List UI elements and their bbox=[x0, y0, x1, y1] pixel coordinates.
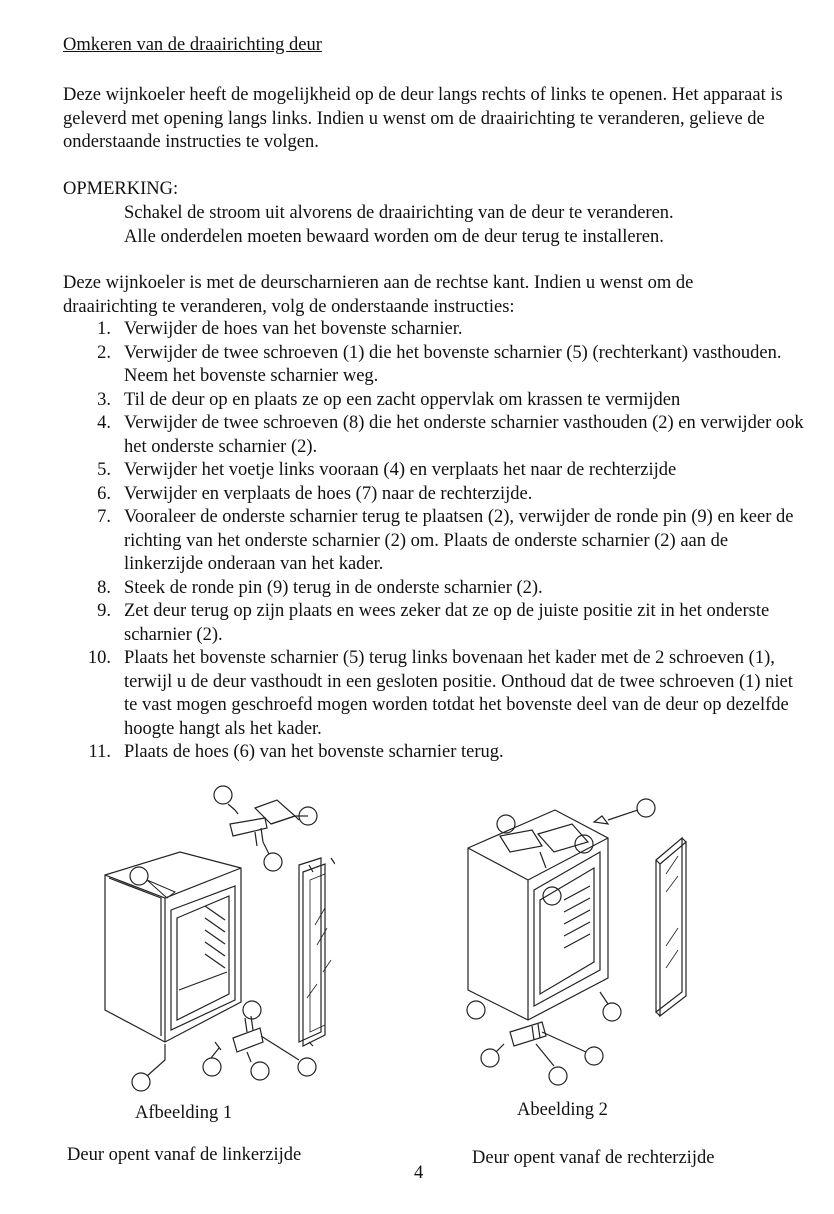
list-item: 4. Verwijder de twee schroeven (8) die het onderste scharnier vasthouden (2) en verwijder ook het onderste scharnier (2). bbox=[97, 413, 804, 457]
list-item: 3. Til de deur op en plaats ze op een zacht oppervlak om krassen te vermijden bbox=[97, 389, 681, 410]
list-item: 5. Verwijder het voetje links vooraan (4) en verplaats het naar de rechterzijde bbox=[97, 460, 677, 480]
instructions-intro: Deze wijnkoeler is met de deurscharnieren aan de rechtse kant. Indien u wenst om de draairichting te veranderen, volg de onderstaande instructies: bbox=[63, 273, 694, 317]
top-hinge-parts bbox=[214, 786, 317, 871]
list-item: 10. Plaats het bovenste scharnier (5) terug links bovenaan het kader met de 2 schroeven (1), terwijl u de deur vasthoudt in een gesloten positie. Onthoud dat de twee schroeven (1) niet te vast mogen geschroefd mogen worden totdat het bovenste deel van de deur op dezelfde hoogte hangt als het kader. bbox=[87, 648, 793, 739]
figure-2-caption: Abeelding 2 bbox=[517, 1100, 608, 1120]
figure-1-caption: Afbeelding 1 bbox=[135, 1103, 233, 1123]
note-label: OPMERKING: bbox=[63, 179, 179, 199]
figure-1-diagram bbox=[95, 780, 335, 1100]
note-line: Schakel de stroom uit alvorens de draairichting van de deur te veranderen. bbox=[124, 203, 674, 223]
top-hinge-parts bbox=[497, 799, 655, 905]
hinge-cover-callout bbox=[130, 867, 148, 885]
page-title: Omkeren van de draairichting deur bbox=[63, 35, 322, 55]
door bbox=[299, 858, 335, 1046]
list-item: 9. Zet deur terug op zijn plaats en wees zeker dat ze op de juiste positie zit in het onderste scharnier (2). bbox=[97, 601, 770, 645]
list-item: 2. Verwijder de twee schroeven (1) die het bovenste scharnier (5) (rechterkant) vasthouden. Neem het bovenste scharnier weg. bbox=[97, 342, 782, 386]
note-line: Alle onderdelen moeten bewaard worden om de deur terug te installeren. bbox=[124, 227, 664, 247]
list-item: 1. Verwijder de hoes van het bovenste scharnier. bbox=[97, 319, 463, 339]
list-item: 6. Verwijder en verplaats de hoes (7) naar de rechterzijde. bbox=[97, 483, 533, 504]
bottom-hinge-parts bbox=[467, 992, 621, 1085]
figure-2-subcaption: Deur opent vanaf de rechterzijde bbox=[472, 1148, 715, 1168]
steps-list bbox=[63, 318, 808, 765]
list-item: 11. Plaats de hoes (6) van het bovenste scharnier terug. bbox=[88, 742, 504, 762]
figure-2-diagram bbox=[460, 790, 740, 1100]
intro-paragraph: Deze wijnkoeler heeft de mogelijkheid op de deur langs rechts of links te openen. Het apparaat is geleverd met opening langs links. Indien u wenst om de draairichting te veranderen, gelieve de onderstaande instructies te volgen. bbox=[63, 85, 783, 152]
door bbox=[655, 830, 722, 1016]
cabinet-body bbox=[105, 852, 241, 1042]
page-number: 4 bbox=[414, 1163, 424, 1183]
bottom-hinge-parts bbox=[132, 1001, 316, 1091]
list-item: 8. Steek de ronde pin (9) terug in de onderste scharnier (2). bbox=[97, 577, 543, 598]
list-item: 7. Vooraleer de onderste scharnier terug te plaatsen (2), verwijder de ronde pin (9) en keer de richting van het onderste scharnier (2) om. Plaats de onderste scharnier (2) aan de linkerzijde onderaan van het kader. bbox=[97, 507, 794, 574]
figure-1-subcaption: Deur opent vanaf de linkerzijde bbox=[67, 1145, 302, 1165]
